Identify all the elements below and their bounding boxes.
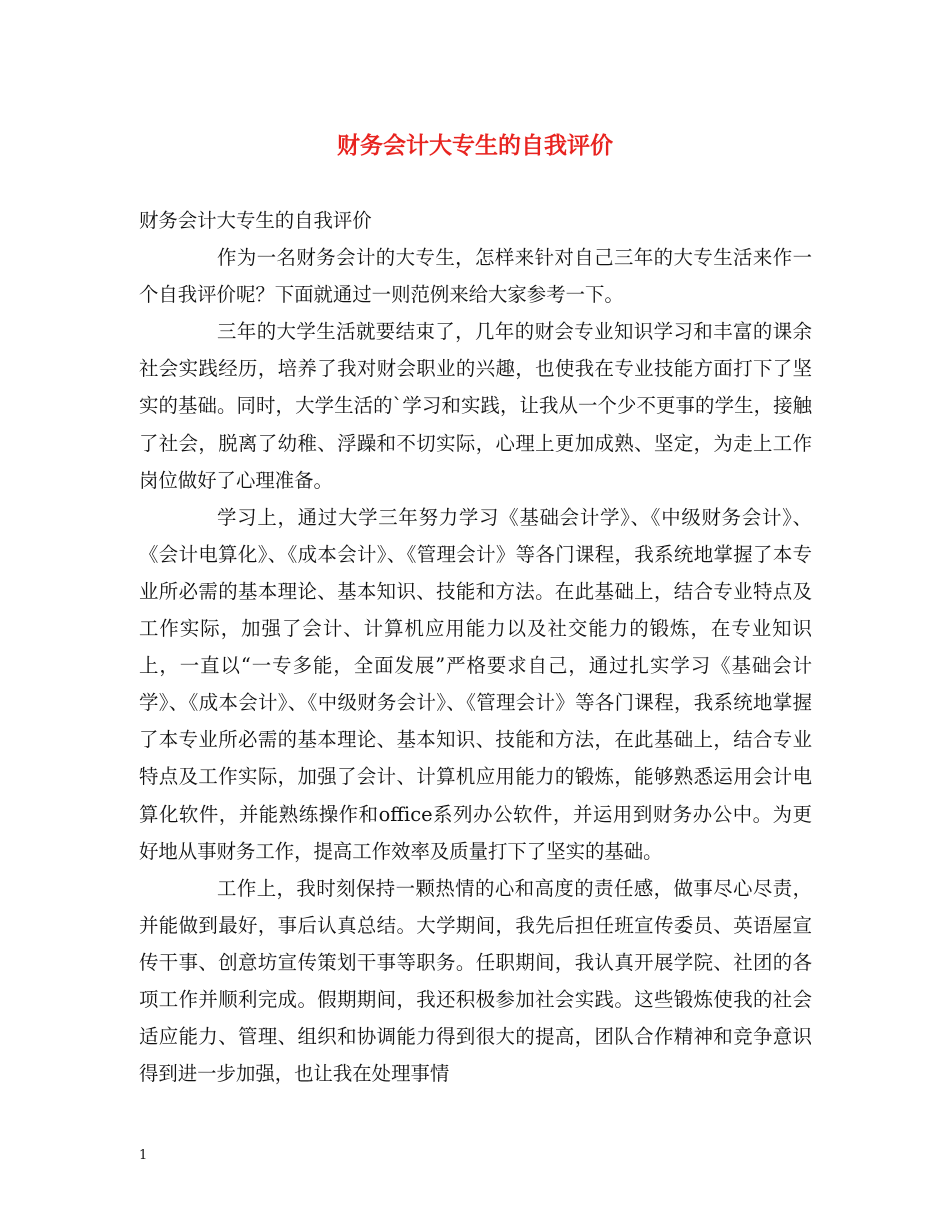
- paragraph-work: 工作上，我时刻保持一颗热情的心和高度的责任感，做事尽心尽责，并能做到最好，事后认真总结。大学期间，我先后担任班宣传委员、英语屋宣传干事、创意坊宣传策划干事等职务。任职期间，我认真开展学院、社团的各项工作并顺利完成。假期期间，我还积极参加社会实践。这些锻炼使我的社会适应能力、管理、组织和协调能力得到很大的提高，团队合作精神和竞争意识得到进一步加强，也让我在处理事情: [139, 876, 812, 1086]
- document-body: [139, 202, 812, 1092]
- paragraph-intro: 作为一名财务会计的大专生，怎样来针对自己三年的大专生活来作一个自我评价呢？下面就通过一则范例来给大家参考一下。: [139, 246, 812, 307]
- page-number: 1: [139, 1148, 148, 1163]
- document-title: 财务会计大专生的自我评价: [337, 132, 613, 159]
- paragraph-study: 学习上，通过大学三年努力学习《基础会计学》、《中级财务会计》、《会计电算化》、《成本会计》、《管理会计》等各门课程，我系统地掌握了本专业所必需的基本理论、基本知识、技能和方法。在此基础上，结合专业特点及工作实际，加强了会计、计算机应用能力以及社交能力的锻炼，在专业知识上，一直以“一专多能，全面发展”严格要求自己，通过扎实学习《基础会计学》、《成本会计》、《中级财务会计》、《管理会计》等各门课程，我系统地掌握了本专业所必需的基本理论、基本知识、技能和方法，在此基础上，结合专业特点及工作实际，加强了会计、计算机应用能力的锻炼，能够熟悉运用会计电算化软件，并能熟练操作和office系列办公软件，并运用到财务办公中。为更好地从事财务工作，提高工作效率及质量打下了坚实的基础。: [139, 505, 812, 863]
- document-subtitle: 财务会计大专生的自我评价: [139, 209, 372, 232]
- paragraph-college-life: 三年的大学生活就要结束了，几年的财会专业知识学习和丰富的课余社会实践经历，培养了我对财会职业的兴趣，也使我在专业技能方面打下了坚实的基础。同时，大学生活的`学习和实践，让我从一个少不更事的学生，接触了社会，脱离了幼稚、浮躁和不切实际，心理上更加成熟、坚定，为走上工作岗位做好了心理准备。: [139, 320, 812, 492]
